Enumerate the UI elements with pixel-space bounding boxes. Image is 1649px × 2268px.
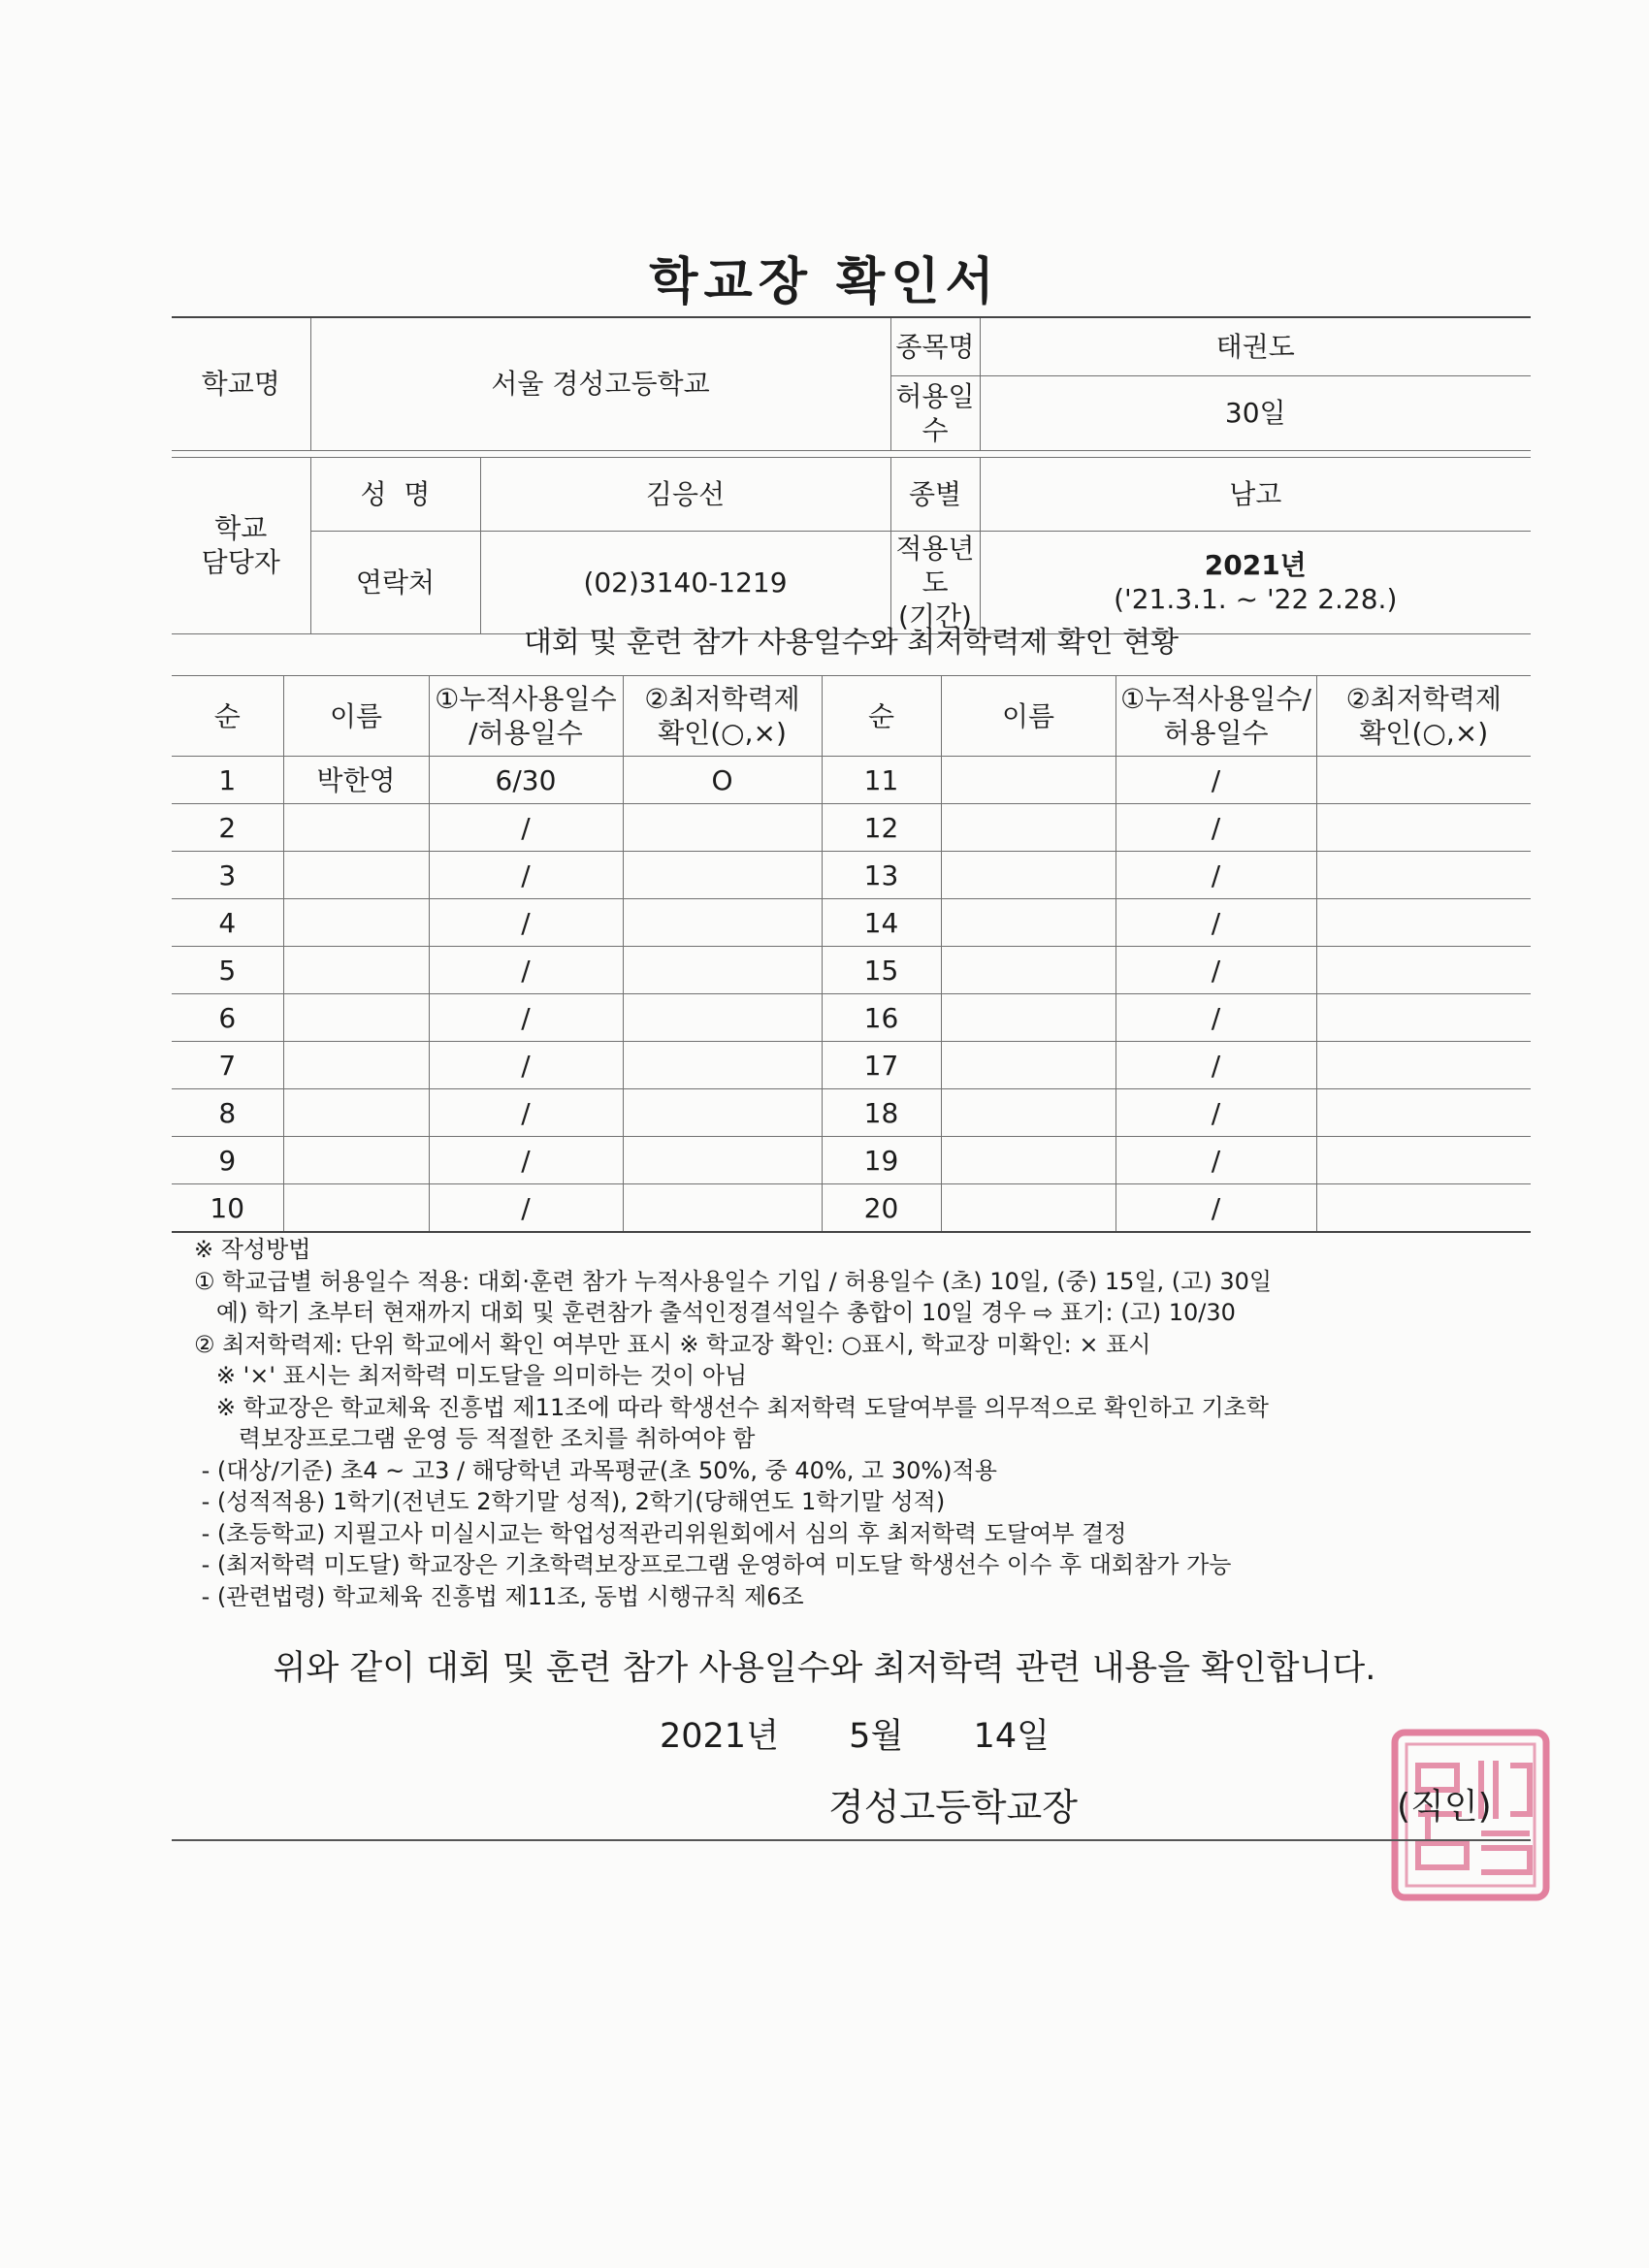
type-label: 종별 xyxy=(890,457,980,531)
cell-name-left xyxy=(283,804,429,852)
page-title: 학교장 확인서 xyxy=(649,253,1000,311)
header-check-right: ②최저학력제 확인(○,×) xyxy=(1316,676,1531,757)
cell-check-right xyxy=(1316,804,1531,852)
cell-no-left: 5 xyxy=(172,947,283,994)
cell-name-left xyxy=(283,1137,429,1184)
cell-name-right xyxy=(941,757,1116,804)
cell-no-left: 7 xyxy=(172,1042,283,1089)
cell-no-right: 17 xyxy=(822,1042,941,1089)
cell-name-right xyxy=(941,947,1116,994)
allowed-days-value: 30일 xyxy=(980,375,1531,450)
cell-name-right xyxy=(941,1184,1116,1233)
cell-no-left: 2 xyxy=(172,804,283,852)
cell-no-right: 14 xyxy=(822,899,941,947)
cell-no-left: 6 xyxy=(172,994,283,1042)
cell-no-left: 1 xyxy=(172,757,283,804)
cell-no-right: 19 xyxy=(822,1137,941,1184)
header-days-left: ①누적사용일수 /허용일수 xyxy=(429,676,623,757)
cell-name-right xyxy=(941,852,1116,899)
cell-no-left: 8 xyxy=(172,1089,283,1137)
cell-name-right xyxy=(941,1042,1116,1089)
cell-days-right: / xyxy=(1116,804,1316,852)
cell-days-right: / xyxy=(1116,1137,1316,1184)
cell-name-left xyxy=(283,994,429,1042)
cell-name-right xyxy=(941,994,1116,1042)
cell-days-left: / xyxy=(429,1137,623,1184)
cell-check-right xyxy=(1316,757,1531,804)
header-no-left: 순 xyxy=(172,676,283,757)
cell-days-right: / xyxy=(1116,947,1316,994)
cell-days-right: / xyxy=(1116,852,1316,899)
cell-check-left xyxy=(623,899,822,947)
note-line: ② 최저학력제: 단위 학교에서 확인 여부만 표시 ※ 학교장 확인: ○표시, 학교장 미확인: × 표시 xyxy=(194,1330,1151,1358)
table-row xyxy=(172,804,1531,852)
header-no-right: 순 xyxy=(822,676,941,757)
table-row xyxy=(172,852,1531,899)
cell-days-right: / xyxy=(1116,994,1316,1042)
cell-days-right: / xyxy=(1116,1042,1316,1089)
cell-no-left: 10 xyxy=(172,1184,283,1233)
cell-check-left xyxy=(623,994,822,1042)
table-row xyxy=(172,757,1531,804)
note-line: 력보장프로그램 운영 등 적절한 조치를 취하여야 함 xyxy=(194,1425,756,1452)
sport-label: 종목명 xyxy=(890,317,980,375)
note-line: - (최저학력 미도달) 학교장은 기초학력보장프로그램 운영하여 미도달 학생선수 이수 후 대회참가 가능 xyxy=(194,1551,1232,1578)
cell-days-left: / xyxy=(429,899,623,947)
cell-no-right: 12 xyxy=(822,804,941,852)
cell-check-right xyxy=(1316,947,1531,994)
cell-no-right: 20 xyxy=(822,1184,941,1233)
cell-no-right: 15 xyxy=(822,947,941,994)
name-value: 김응선 xyxy=(480,457,890,531)
cell-days-left: / xyxy=(429,1089,623,1137)
year-period: ('21.3.1. ~ '22 2.28.) xyxy=(1114,583,1398,615)
cell-days-left: 6/30 xyxy=(429,757,623,804)
school-name-label: 학교명 xyxy=(172,317,310,450)
cell-no-right: 16 xyxy=(822,994,941,1042)
table-row xyxy=(172,1184,1531,1233)
status-caption: 대회 및 훈련 참가 사용일수와 최저학력제 확인 현황 xyxy=(172,611,1531,676)
cell-days-left: / xyxy=(429,804,623,852)
cell-days-right: / xyxy=(1116,1184,1316,1233)
manager-label: 학교 담당자 xyxy=(172,457,310,633)
note-line: ※ '×' 표시는 최저학력 미도달을 의미하는 것이 아님 xyxy=(194,1362,748,1389)
type-value: 남고 xyxy=(980,457,1531,531)
cell-check-left xyxy=(623,1042,822,1089)
header-days-right: ①누적사용일수/ 허용일수 xyxy=(1116,676,1316,757)
note-line: 예) 학기 초부터 현재까지 대회 및 훈련참가 출석인정결석일수 총합이 10일 경우 ⇨ 표기: (고) 10/30 xyxy=(194,1299,1236,1326)
cell-check-left: O xyxy=(623,757,822,804)
cell-days-left: / xyxy=(429,994,623,1042)
note-line: ※ 작성방법 xyxy=(194,1236,311,1263)
bottom-rule xyxy=(172,1839,1531,1841)
contact-label: 연락처 xyxy=(310,531,480,633)
cell-check-right xyxy=(1316,899,1531,947)
cell-name-left xyxy=(283,1042,429,1089)
instructions xyxy=(194,1234,1552,1612)
note-line: - (성적적용) 1학기(전년도 2학기말 성적), 2학기(당해연도 1학기말 성적) xyxy=(194,1488,946,1515)
cell-check-right xyxy=(1316,852,1531,899)
table-row xyxy=(172,947,1531,994)
school-name-value: 서울 경성고등학교 xyxy=(310,317,890,450)
sport-value: 태권도 xyxy=(980,317,1531,375)
cell-check-left xyxy=(623,1184,822,1233)
cell-check-left xyxy=(623,852,822,899)
date-year: 2021년 xyxy=(660,1717,779,1756)
note-line: - (관련법령) 학교체육 진흥법 제11조, 동법 시행규칙 제6조 xyxy=(194,1582,804,1610)
note-line: - (대상/기준) 초4 ~ 고3 / 해당학년 과목평균(초 50%, 중 40%, 고 30%)적용 xyxy=(194,1456,997,1484)
cell-name-right xyxy=(941,899,1116,947)
cell-days-left: / xyxy=(429,1184,623,1233)
seal-label: (직인) xyxy=(1397,1787,1492,1827)
cell-days-right: / xyxy=(1116,1089,1316,1137)
cell-name-left xyxy=(283,1089,429,1137)
cell-no-right: 18 xyxy=(822,1089,941,1137)
cell-name-right xyxy=(941,804,1116,852)
cell-no-left: 3 xyxy=(172,852,283,899)
date-day: 14일 xyxy=(973,1717,1050,1756)
note-line: ※ 학교장은 학교체육 진흥법 제11조에 따라 학생선수 최저학력 도달여부를 의무적으로 확인하고 기초학 xyxy=(194,1393,1269,1421)
table-row xyxy=(172,899,1531,947)
table-row xyxy=(172,1137,1531,1184)
cell-no-left: 9 xyxy=(172,1137,283,1184)
year-value: 2021년 xyxy=(1204,549,1307,581)
contact-value: (02)3140-1219 xyxy=(480,531,890,633)
header-name-right: 이름 xyxy=(941,676,1116,757)
cell-check-left xyxy=(623,947,822,994)
cell-name-right xyxy=(941,1137,1116,1184)
note-line: ① 학교급별 허용일수 적용: 대회·훈련 참가 누적사용일수 기입 / 허용일수 (초) 10일, (중) 15일, (고) 30일 xyxy=(194,1267,1273,1295)
year-label: 적용년도 (기간) xyxy=(890,531,980,633)
table-row xyxy=(172,994,1531,1042)
name-label: 성 명 xyxy=(310,457,480,531)
issue-date xyxy=(660,1709,1050,1758)
cell-no-left: 4 xyxy=(172,899,283,947)
cell-check-right xyxy=(1316,1089,1531,1137)
cell-check-right xyxy=(1316,1184,1531,1233)
status-table xyxy=(172,611,1531,1233)
header-check-left: ②최저학력제 확인(○,×) xyxy=(623,676,822,757)
principal-name: 경성고등학교장 xyxy=(828,1786,1078,1829)
cell-check-right xyxy=(1316,994,1531,1042)
cell-days-left: / xyxy=(429,1042,623,1089)
closing-statement: 위와 같이 대회 및 훈련 참가 사용일수와 최저학력 관련 내용을 확인합니다. xyxy=(273,1649,1376,1688)
cell-days-left: / xyxy=(429,947,623,994)
date-month: 5월 xyxy=(849,1717,904,1756)
cell-check-left xyxy=(623,1137,822,1184)
table-row xyxy=(172,1089,1531,1137)
info-table xyxy=(172,316,1531,634)
cell-no-right: 13 xyxy=(822,852,941,899)
header-name-left: 이름 xyxy=(283,676,429,757)
allowed-days-label: 허용일수 xyxy=(890,375,980,450)
cell-name-left xyxy=(283,899,429,947)
cell-check-right xyxy=(1316,1137,1531,1184)
cell-days-right: / xyxy=(1116,757,1316,804)
cell-name-left xyxy=(283,1184,429,1233)
cell-check-right xyxy=(1316,1042,1531,1089)
cell-days-left: / xyxy=(429,852,623,899)
cell-days-right: / xyxy=(1116,899,1316,947)
cell-check-left xyxy=(623,804,822,852)
table-row xyxy=(172,1042,1531,1089)
note-line: - (초등학교) 지필고사 미실시교는 학업성적관리위원회에서 심의 후 최저학력 도달여부 결정 xyxy=(194,1519,1127,1547)
cell-no-right: 11 xyxy=(822,757,941,804)
cell-check-left xyxy=(623,1089,822,1137)
cell-name-left xyxy=(283,852,429,899)
cell-name-right xyxy=(941,1089,1116,1137)
cell-name-left xyxy=(283,947,429,994)
cell-name-left: 박한영 xyxy=(283,757,429,804)
